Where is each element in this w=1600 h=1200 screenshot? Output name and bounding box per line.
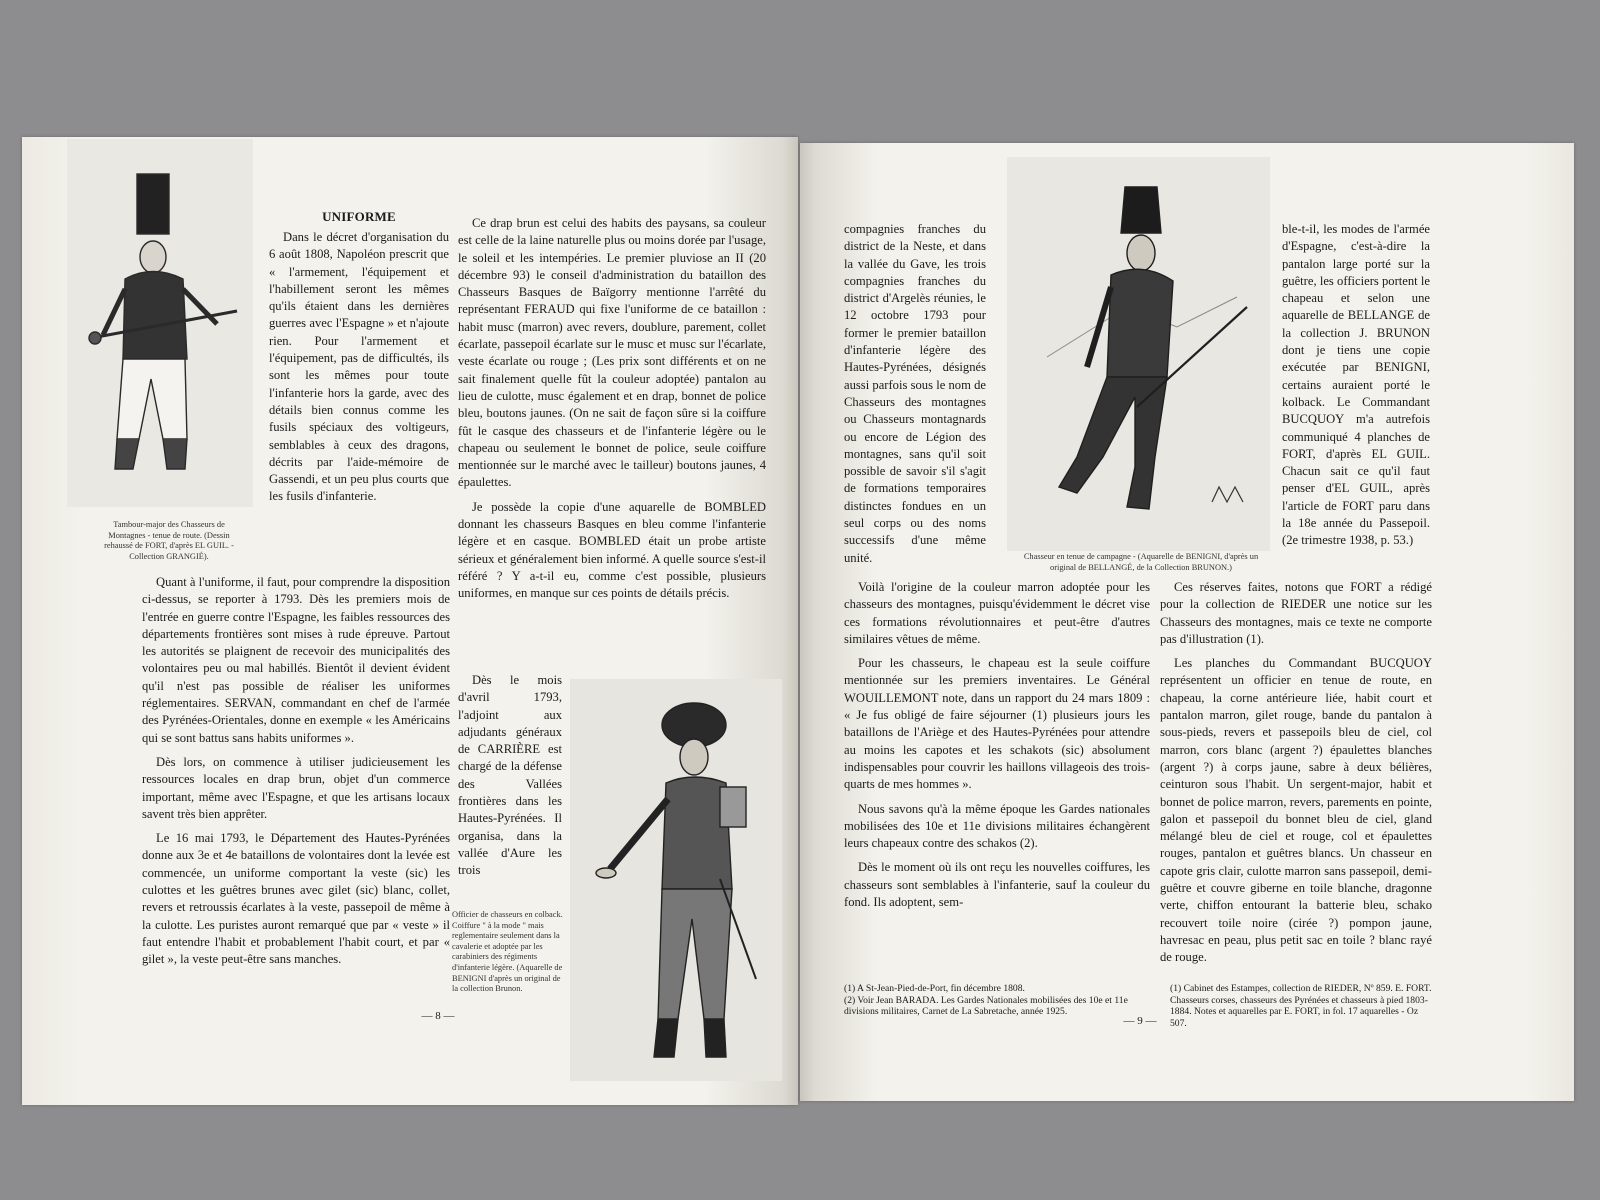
paragraph: Dès lors, on commence à utiliser judicieusement les ressources locales en drap brun, objet d'un commerce important, même avec l'Espagne, et que les artisans locaux savent très bien apprêter. <box>142 754 450 821</box>
paragraph: Les planches du Commandant BUCQUOY représentent un officier en tenue de route, en chapeau, la corne antérieure liée, habit court et pantalon marron, gilet rouge, bande du pantalon à sous-pieds, revers et passepoils bleu de ciel, col marron, cors blanc (argent ?) épaulettes blanches (argent ?) à corps jaune, sabre à deux bélières, ceinturon sous l'habit. Un sergent-major, habit et bonnet de police marron, revers, parements en pointe, galon et passepoil du bonnet bleu de ciel, gland mélangé bleu de ciel et rouge, col et épaulettes rouges, pantalon et guêtres blancs. Un chasseur en capote gris clair, culotte marron sans passepoil, demi-guêtre et couvre giberne en toile blanche, dragonne verte, chiffon entourant la batterie bleu, schako recouvert toile noire (cirée ?) pompon jaune, havresac en peau, plus petit sac en toile ? blanc rayé de rouge. <box>1160 656 1432 965</box>
paragraph: Dès le moment où ils ont reçu les nouvelles coiffures, les chasseurs sont semblables à l'infanterie, sauf la couleur du fond. Ils adoptent, sem- <box>844 860 1150 910</box>
right-column-1-top <box>844 221 986 574</box>
chasseur-campaign-illustration <box>1007 157 1270 551</box>
footnotes-right <box>1170 983 1432 1029</box>
section-heading: UNIFORME <box>322 209 396 224</box>
footnote: (1) A St-Jean-Pied-de-Port, fin décembre 1808. <box>844 983 1025 994</box>
illustration-2-caption: Officier de chasseurs en colback. Coiffure " à la mode " mais reglementaire seulement dans la cavalerie et adoptée par les carabiniers des régiments d'infanterie légère. (Aquarelle de BENIGNI d'après un original de la collection Brunon. <box>452 910 563 994</box>
right-page <box>800 143 1574 1101</box>
paragraph: Nous savons qu'à la même époque les Gardes nationales mobilisées des 10e et 11e divisions militaires échangèrent leurs chapeaux contre des schakos (2). <box>844 801 1150 851</box>
page-number-9: — 9 — <box>1123 1015 1157 1027</box>
footnote: (2) Voir Jean BARADA. Les Gardes Nationales mobilisées des 10e et 11e divisions militaires, Carnet de La Sabretache, année 1925. <box>844 994 1128 1017</box>
paragraph: Quant à l'uniforme, il faut, pour comprendre la disposition ci-dessus, se reporter à 1793. Dès les premiers mois de l'entrée en guerre contre l'Espagne, les faibles ressources des départements frontières sont mises à rude épreuve. Partout les autorités se plaignent de recevoir des municipalités des volontaires peu ou mal habillés. Bientôt il devient évident qu'il n'est pas possible de réaliser les uniformes réglementaires. SERVAN, commandant en chef de l'armée des Pyrénées-Orientales, donne en exemple « les Américains qui se sont battus sans habits uniformes ». <box>142 575 450 745</box>
drum-major-illustration <box>67 139 253 507</box>
paragraph: ble-t-il, les modes de l'armée d'Espagne, c'est-à-dire la pantalon large porté sur la guêtre, les officiers portent le chapeau et selon une aquarelle de BELLANGE de la collection J. BRUNON dont je tiens une copie exécutée par BENIGNI, certains auraient porté le kolback. Le Commandant BUCQUOY m'a autrefois communiqué 4 planches de FORT, d'après EL GUIL. Chacun sait ce qu'il faut penser d'EL GUIL, après l'article de FORT paru dans la 18e année du Passepoil. (2e trimestre 1938, p. 53.) <box>1282 222 1430 548</box>
paragraph: Ce drap brun est celui des habits des paysans, sa couleur est celle de la laine naturelle plus ou moins dorée par l'usage, le soleil et les intempéries. Le premier pluviose an II (20 décembre 93) le conseil d'administration du bataillon des Chasseurs Basques de Baïgorry mentionne l'arrêté du représentant FERAUD qui fixe l'uniforme de ce bataillon : habit musc (marron) avec revers, doublure, parement, collet écarlate, passepoil écarlate sur le musc et musc sur l'écarlate, veste écarlate ou rouge ; (Les prix sont différents et on ne sait finalement quelle fût la couleur adoptée) pantalon au lieu de culotte, musc également et en drap, bonnet de police bleu, boutons jaunes. (On ne sait de façon sûre si la coiffure fût le casque des chasseurs et de l'infanterie légère ou le chapeau ou seulement le bonnet de police, seule coiffure mentionnée sur le marché avec le tailleur) boutons jaunes, 4 épaulettes. <box>458 216 766 490</box>
paragraph: Dans le décret d'organisation du 6 août 1808, Napoléon prescrit que « l'armement, l'équipement et l'habillement seront les mêmes qu'ils étaient dans les dernières guerres avec l'Espagne » et n'ajoute rien. Pour l'armement et l'équipement, pas de difficultés, ils sont les mêmes pour toute l'infanterie hors la garde, avec des détails bien connus comme les fusils spéciaux des voltigeurs, semblables à ceux des dragons, décrits par l'aide-mémoire de Gassendi, et un peu plus courts que les fusils d'infanterie. <box>269 230 449 504</box>
left-column-1-top <box>269 209 449 513</box>
paragraph: compagnies franches du district de la Neste, et dans la vallée du Gave, les trois compagnies franches du district d'Argelès réunies, le 12 octobre 1793 pour former le premier bataillon d'infanterie légère des Hautes-Pyrénées, désignés aussi parfois sous le nom de Chasseurs des montagnes ou Chasseurs montagnards ou encore de Légion des montagnes, sans qu'il soit possible de savoir s'il s'agit de formations temporaires distinctes fondues en un seul corps ou des noms successifs d'une même unité. <box>844 222 986 565</box>
left-page <box>22 137 798 1105</box>
paragraph: Ces réserves faites, notons que FORT a rédigé pour la collection de RIEDER une notice sur les Chasseurs des montagnes, mais ce texte ne comporte pas d'illustration (1). <box>1160 580 1432 646</box>
illustration-3-caption: Chasseur en tenue de campagne - (Aquarelle de BENIGNI, d'après un original de BELLANGÉ, de la Collection BRUNON.) <box>1023 552 1259 572</box>
paragraph: Le 16 mai 1793, le Département des Hautes-Pyrénées donne aux 3e et 4e bataillons de volontaires dont la levée est commencée, un uniforme comportant la veste (sic) les culottes et les guêtres brunes avec gilet (sic) blanc, collet, revers et retroussis écarlates à la veste, passepoil de même à la culotte. Les puristes auront remarqué que par « veste » il faut entendre l'habit et probablement l'habit court, et par « gilet », la veste peut-être sans manches. <box>142 831 450 967</box>
left-column-1 <box>142 574 450 976</box>
left-column-2-bottom <box>458 672 562 887</box>
footnote: (1) Cabinet des Estampes, collection de RIEDER, Nº 859. E. FORT. Chasseurs corses, chasseurs des Pyrénées et chasseurs à pied 1803-1884. Notes et aquarelles par E. FORT, in fol. 17 aquarelles - Oz 507. <box>1170 983 1432 1029</box>
paragraph: Pour les chasseurs, le chapeau est la seule coiffure mentionnée sur les premiers inventaires. Le Général WOUILLEMONT note, dans un rapport du 24 mars 1809 : « Je fus obligé de faire séjourner (1) plusieurs jours les bataillons de l'Ariège et des Hautes-Pyrénées pour attendre au moins les capotes et les schakots (sic) absolument indispensables pour couvrir les haillons villageois des trois-quarts de mes hommes ». <box>844 656 1150 792</box>
chasseur-campaign-drawing <box>1007 157 1270 551</box>
right-column-2-top <box>1282 221 1430 557</box>
officer-colback-drawing <box>570 679 782 1081</box>
drum-major-drawing <box>67 139 253 507</box>
left-column-2 <box>458 215 766 610</box>
right-column-2 <box>1160 579 1432 974</box>
right-column-1 <box>844 579 1150 918</box>
paragraph: Voilà l'origine de la couleur marron adoptée pour les chasseurs des montagnes, puisqu'évidemment le décret vise ces formations révolutionnaires et peut-être d'autres similaires vêtues de même. <box>844 580 1150 646</box>
paragraph: Je possède la copie d'une aquarelle de BOMBLED donnant les chasseurs Basques en bleu comme l'infanterie légère et en casque. BOMBLED était un probe artiste sérieux et généralement bien informé. A quelle source s'est-il référé ? Y a-t-il eu, comme c'est possible, plusieurs uniformes, en manque sur ces points de détails précis. <box>458 499 766 601</box>
page-number-8: — 8 — <box>421 1010 455 1022</box>
paragraph: Dès le mois d'avril 1793, l'adjoint aux adjudants généraux de CARRIÈRE est chargé de la défense des Vallées frontières dans les Hautes-Pyrénées. Il organisa, dans la vallée d'Aure les trois <box>458 673 562 878</box>
illustration-1-caption: Tambour-major des Chasseurs de Montagnes - tenue de route. (Dessin rehaussé de FORT, d'après EL GUIL. - Collection GRANGIÉ). <box>104 520 234 561</box>
footnotes-left <box>844 983 1150 1018</box>
officer-colback-illustration <box>570 679 782 1081</box>
